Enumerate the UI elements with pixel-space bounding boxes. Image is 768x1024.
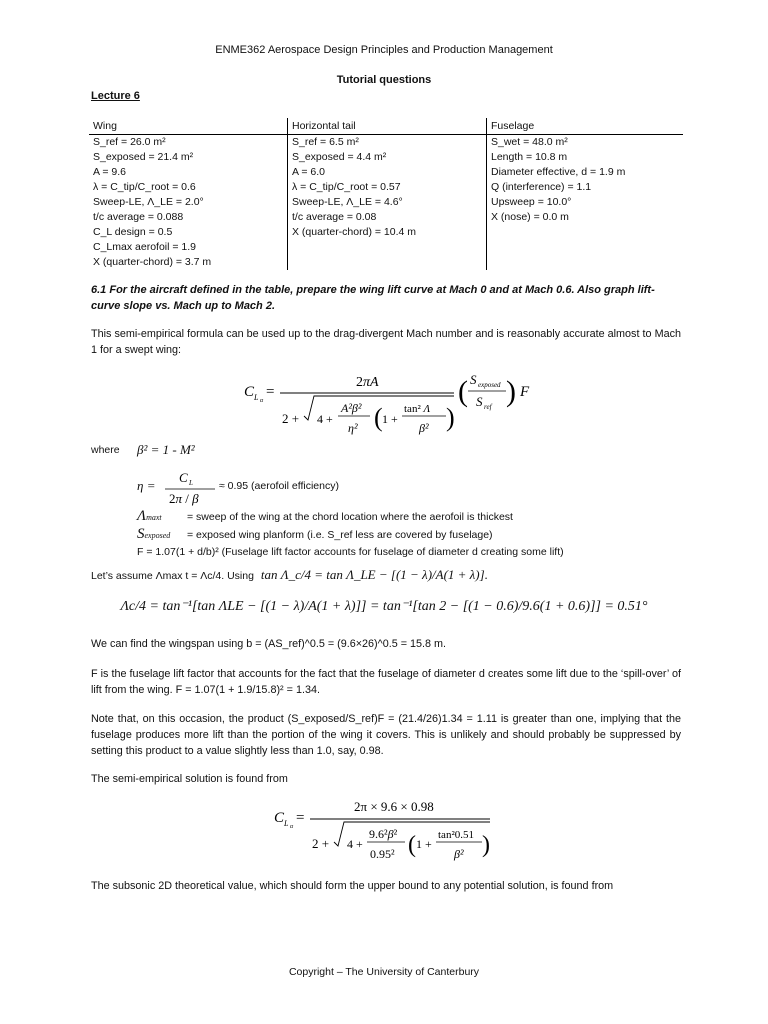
table-cell: X (nose) = 0.0 m bbox=[491, 211, 569, 223]
svg-text:exposed: exposed bbox=[478, 381, 501, 389]
table-cell: λ = C_tip/C_root = 0.57 bbox=[292, 181, 401, 193]
table-header-wing: Wing bbox=[89, 118, 288, 135]
table-cell: Upsweep = 10.0° bbox=[491, 196, 572, 208]
table-cell: Q (interference) = 1.1 bbox=[491, 181, 592, 193]
table-cell: λ = C_tip/C_root = 0.6 bbox=[93, 181, 196, 193]
svg-text:β²: β² bbox=[419, 421, 429, 435]
table-cell: S_exposed = 4.4 m² bbox=[292, 151, 387, 163]
assume-equation: tan Λ_c/4 = tan Λ_LE − [(1 − λ)/A(1 + λ)]. bbox=[260, 567, 488, 582]
svg-text:2πA: 2πA bbox=[356, 375, 379, 390]
where-label: where bbox=[91, 444, 120, 456]
svg-text:F: F bbox=[520, 384, 530, 400]
intro-paragraph: This semi-empirical formula can be used up to the drag-divergent Mach number and is reasonably accurate almost to Mach 1 for a swept wing: bbox=[91, 328, 681, 356]
svg-text:1 +: 1 + bbox=[416, 837, 432, 851]
semi-empirical-formula-svg bbox=[274, 796, 514, 866]
assume-text: Let’s assume Λmax t = Λc/4. Using bbox=[91, 570, 254, 582]
table-cell: Sweep-LE, Λ_LE = 2.0° bbox=[93, 196, 204, 208]
sexposed-symbol: Sexposed bbox=[137, 526, 171, 542]
table-cell: S_ref = 6.5 m² bbox=[292, 136, 359, 148]
svg-text:1 +: 1 + bbox=[382, 412, 398, 426]
semi-empirical-intro: The semi-empirical solution is found from bbox=[91, 773, 288, 785]
table-cell: A = 9.6 bbox=[93, 166, 126, 178]
svg-text:S: S bbox=[470, 372, 477, 387]
semi-empirical-formula bbox=[274, 796, 514, 866]
svg-text:9.6²β²: 9.6²β² bbox=[369, 827, 398, 841]
aircraft-parameters-table bbox=[89, 118, 683, 270]
copyright-footer: Copyright – The University of Canterbury bbox=[288, 966, 480, 978]
table-cell: Sweep-LE, Λ_LE = 4.6° bbox=[292, 196, 403, 208]
table-cell: t/c average = 0.088 bbox=[93, 211, 184, 223]
beta-definition: β² = 1 - M² bbox=[137, 442, 195, 457]
svg-text:=: = bbox=[296, 810, 305, 826]
svg-text:(: ( bbox=[458, 375, 468, 408]
svg-text:(: ( bbox=[374, 403, 383, 432]
svg-text:β²: β² bbox=[454, 847, 464, 861]
table-cell: Diameter effective, d = 1.9 m bbox=[491, 166, 626, 178]
where-block bbox=[91, 444, 711, 564]
wing-column bbox=[89, 135, 288, 271]
table-cell: C_L design = 0.5 bbox=[93, 226, 173, 238]
lift-curve-formula bbox=[244, 366, 544, 442]
svg-text:4 +: 4 + bbox=[347, 837, 363, 851]
f-note: F = 1.07(1 + d/b)² (Fuselage lift factor accounts for fuselage of diameter d creating some lift) bbox=[137, 546, 564, 558]
svg-text:): ) bbox=[446, 403, 455, 432]
svg-text:tan² Λ: tan² Λ bbox=[404, 403, 431, 415]
svg-text:=: = bbox=[266, 384, 275, 400]
table-cell: S_wet = 48.0 m² bbox=[491, 136, 568, 148]
svg-text:2 +: 2 + bbox=[312, 836, 330, 851]
semi-numerator: 2π × 9.6 × 0.98 bbox=[354, 799, 434, 814]
table-cell: S_exposed = 21.4 m² bbox=[93, 151, 194, 163]
assume-line bbox=[91, 567, 711, 583]
svg-text:4 +: 4 + bbox=[317, 412, 333, 426]
sexposed-note: = exposed wing planform (i.e. S_ref less are covered by fuselage) bbox=[187, 529, 493, 541]
svg-text:L: L bbox=[189, 479, 193, 487]
table-cell: X (quarter-chord) = 3.7 m bbox=[93, 256, 212, 268]
table-cell: A = 6.0 bbox=[292, 166, 325, 178]
question-6-1: 6.1 For the aircraft defined in the table, prepare the wing lift curve at Mach 0 and at Mach 0.6. Also graph lift-curve slope vs. Mach up to Mach 2. bbox=[91, 284, 655, 312]
eta-fraction bbox=[163, 468, 223, 508]
svg-text:L: L bbox=[254, 393, 259, 402]
svg-text:C: C bbox=[179, 470, 188, 485]
subsonic-paragraph: The subsonic 2D theoretical value, which should form the upper bound to any potential solution, is found from bbox=[91, 880, 614, 892]
table-cell: X (quarter-chord) = 10.4 m bbox=[292, 226, 417, 238]
table-cell: S_ref = 26.0 m² bbox=[93, 136, 166, 148]
table-header-fuselage: Fuselage bbox=[487, 118, 684, 135]
course-title: ENME362 Aerospace Design Principles and Production Management bbox=[215, 44, 553, 56]
svg-text:η²: η² bbox=[348, 421, 358, 435]
wingspan-paragraph: We can find the wingspan using b = (AS_ref)^0.5 = (9.6×26)^0.5 = 15.8 m. bbox=[91, 638, 447, 650]
eta-symbol: η = bbox=[137, 478, 156, 493]
tail-column bbox=[288, 135, 487, 271]
svg-text:α: α bbox=[290, 824, 294, 830]
svg-text:): ) bbox=[506, 375, 516, 408]
svg-text:): ) bbox=[482, 832, 490, 858]
fuselage-factor-paragraph: F is the fuselage lift factor that accounts for the fact that the fuselage of diameter d creates some lift due to the ‘spill-over’ of lift from the wing. F = 1.07(1 + 1.9/15.8)² = 1.34. bbox=[91, 668, 681, 696]
lambda-note: = sweep of the wing at the chord location where the aerofoil is thickest bbox=[187, 511, 513, 523]
svg-text:tan²0.51: tan²0.51 bbox=[438, 829, 474, 841]
table-cell: t/c average = 0.08 bbox=[292, 211, 377, 223]
svg-text:C: C bbox=[274, 810, 285, 826]
sweep-equation: Λc/4 = tan⁻¹[tan ΛLE − [(1 − λ)/A(1 + λ)]] = tan⁻¹[tan 2 − [(1 − 0.6)/9.6(1 + 0.6)]] = 0.51° bbox=[120, 599, 648, 614]
svg-text:C: C bbox=[244, 384, 255, 400]
note-paragraph: Note that, on this occasion, the product (S_exposed/S_ref)F = (21.4/26)1.34 = 1.11 is greater than one, implying that the fuselage produces more lift than the portion of the wing it covers. This is unlikely and should probably be suppressed by setting this product to a value slightly less than 1.0, say, 0.98. bbox=[91, 713, 681, 757]
tutorial-subtitle: Tutorial questions bbox=[336, 74, 432, 86]
svg-text:2 +: 2 + bbox=[282, 411, 300, 426]
table-header-tail: Horizontal tail bbox=[288, 118, 487, 135]
svg-text:0.95²: 0.95² bbox=[370, 847, 395, 861]
lecture-heading: Lecture 6 bbox=[91, 90, 140, 102]
svg-text:L: L bbox=[284, 819, 289, 828]
table-cell: C_Lmax aerofoil = 1.9 bbox=[93, 241, 197, 253]
svg-text:2π / β: 2π / β bbox=[169, 491, 199, 506]
svg-text:α: α bbox=[260, 398, 264, 404]
svg-text:A²β²: A²β² bbox=[341, 401, 362, 415]
svg-text:S: S bbox=[476, 394, 483, 409]
lift-curve-formula-svg bbox=[244, 366, 544, 442]
fuselage-column bbox=[487, 135, 684, 271]
table-cell: Length = 10.8 m bbox=[491, 151, 568, 163]
lambda-symbol: Λmaxt bbox=[137, 508, 162, 524]
svg-text:(: ( bbox=[408, 832, 416, 858]
svg-text:ref: ref bbox=[484, 403, 492, 411]
eta-note: ≈ 0.95 (aerofoil efficiency) bbox=[219, 480, 339, 492]
